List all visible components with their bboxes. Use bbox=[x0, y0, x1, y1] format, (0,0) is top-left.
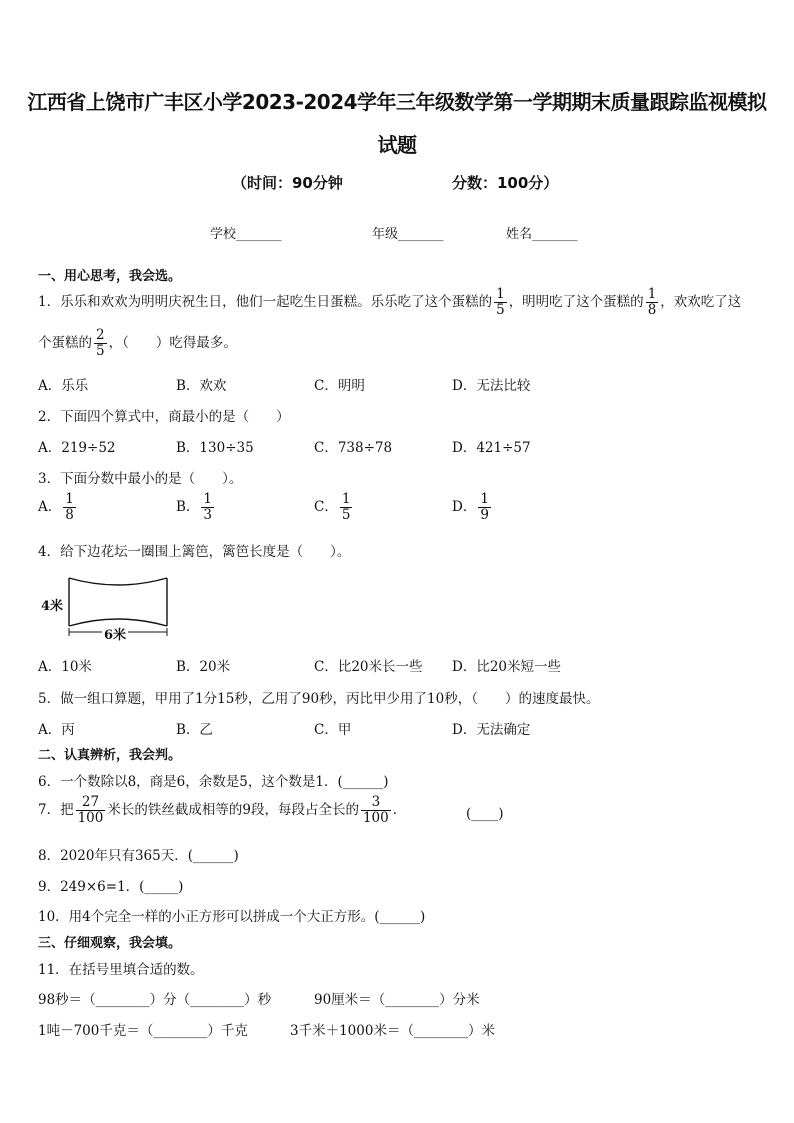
section-2-heading: 二、认真辨析，我会判。 bbox=[38, 748, 182, 763]
grade-field: 年级_______ bbox=[372, 227, 444, 242]
fraction: $\frac{1}{5}$ bbox=[341, 491, 351, 523]
fraction: $\frac{27}{100}$ bbox=[77, 794, 104, 826]
q2-option-a: A．219÷52 bbox=[38, 440, 116, 456]
q3-option-b: B． $\frac{1}{3}$ bbox=[176, 491, 213, 523]
question-9: 9．249×6=1．(_____) bbox=[38, 879, 184, 895]
fraction: $\frac{1}{9}$ bbox=[480, 491, 489, 523]
question-11: 11．在括号里填合适的数。 bbox=[38, 962, 204, 978]
q1-text-c: ，欢欢吃了这 bbox=[660, 293, 742, 310]
q1-text-d: 个蛋糕的 bbox=[38, 334, 92, 351]
question-2: 2．下面四个算式中，商最小的是（ ） bbox=[38, 409, 290, 425]
question-8: 8．2020年只有365天．(______) bbox=[38, 848, 239, 864]
question-4: 4．给下边花坛一圈围上篱笆，篱笆长度是（ ）。 bbox=[38, 544, 351, 560]
fraction: $\frac{1}{8}$ bbox=[65, 491, 74, 523]
fraction: $\frac{1}{5}$ bbox=[496, 286, 505, 318]
fraction: $\frac{2}{5}$ bbox=[96, 327, 105, 359]
q11-item-3: 1吨－700千克＝（________）千克 bbox=[38, 1023, 248, 1039]
title-line-1: 江西省上饶市广丰区小学2023-2024学年三年级数学第一学期期末质量跟踪监视模拟 bbox=[27, 90, 767, 114]
q5-option-a: A．丙 bbox=[38, 722, 75, 738]
q5-option-c: C．甲 bbox=[314, 722, 352, 738]
question-10: 10．用4个完全一样的小正方形可以拼成一个大正方形。(______) bbox=[38, 909, 426, 925]
name-field: 姓名_______ bbox=[506, 227, 578, 242]
question-5: 5．做一组口算题，甲用了1分15秒，乙用了90秒，丙比甲少用了10秒，（ ）的速度最快。 bbox=[38, 691, 600, 707]
q7-text-a: 7．把 bbox=[38, 801, 74, 818]
q7-answer-blank: (____) bbox=[466, 806, 504, 822]
fraction: $\frac{1}{8}$ bbox=[647, 286, 657, 318]
section-3-heading: 三、仔细观察，我会填。 bbox=[38, 936, 182, 951]
question-6: 6．一个数除以8，商是6，余数是5，这个数是1．(______) bbox=[38, 774, 389, 790]
q1-text-a: 1．乐乐和欢欢为明明庆祝生日，他们一起吃生日蛋糕。乐乐吃了这个蛋糕的 bbox=[38, 293, 493, 310]
section-1-heading: 一、用心思考，我会选。 bbox=[38, 269, 182, 284]
q2-option-c: C．738÷78 bbox=[314, 440, 393, 456]
q11-item-2: 90厘米＝（________）分米 bbox=[314, 992, 480, 1008]
q7-text-c: ． bbox=[392, 801, 407, 818]
q4-option-b: B．20米 bbox=[176, 659, 231, 675]
q4-option-a: A．10米 bbox=[38, 659, 92, 675]
school-field: 学校_______ bbox=[210, 227, 282, 242]
question-3: 3．下面分数中最小的是（ ）。 bbox=[38, 471, 243, 487]
q3-option-d: D． $\frac{1}{9}$ bbox=[452, 491, 489, 523]
q3-option-c: C． $\frac{1}{5}$ bbox=[314, 491, 351, 523]
q1-option-a: A．乐乐 bbox=[38, 378, 89, 394]
width-label: 6米 bbox=[102, 624, 128, 643]
fraction: $\frac{3}{100}$ bbox=[362, 794, 389, 826]
title-line-2: 试题 bbox=[377, 133, 417, 157]
exam-score: 分数：100分） bbox=[452, 174, 559, 192]
q5-option-b: B．乙 bbox=[176, 722, 213, 738]
q4-option-c: C．比20米长一些 bbox=[314, 659, 423, 675]
q2-option-d: D．421÷57 bbox=[452, 440, 531, 456]
question-1-line-1 bbox=[38, 287, 741, 318]
q4-option-d: D．比20米短一些 bbox=[452, 659, 562, 675]
exam-time: （时间：90分钟 bbox=[232, 174, 343, 192]
q2-option-b: B．130÷35 bbox=[176, 440, 254, 456]
question-7 bbox=[38, 795, 406, 826]
q1-option-c: C．明明 bbox=[314, 378, 365, 394]
fraction: $\frac{1}{3}$ bbox=[203, 491, 213, 523]
q5-option-d: D．无法确定 bbox=[452, 722, 531, 738]
height-label: 4米 bbox=[41, 595, 63, 614]
q11-item-4: 3千米＋1000米＝（________）米 bbox=[290, 1023, 495, 1039]
q1-text-e: ，（ ）吃得最多。 bbox=[108, 334, 237, 351]
q1-option-b: B．欢欢 bbox=[176, 378, 227, 394]
q1-option-d: D．无法比较 bbox=[452, 378, 531, 394]
q3-option-a: A． $\frac{1}{8}$ bbox=[38, 491, 74, 523]
flower-bed-diagram bbox=[38, 570, 178, 642]
question-1-line-2 bbox=[38, 328, 237, 359]
q1-text-b: ，明明吃了这个蛋糕的 bbox=[508, 293, 644, 310]
q7-text-b: 米长的铁丝截成相等的9段，每段占全长的 bbox=[107, 801, 359, 818]
q11-item-1: 98秒＝（________）分（________）秒 bbox=[38, 992, 272, 1008]
